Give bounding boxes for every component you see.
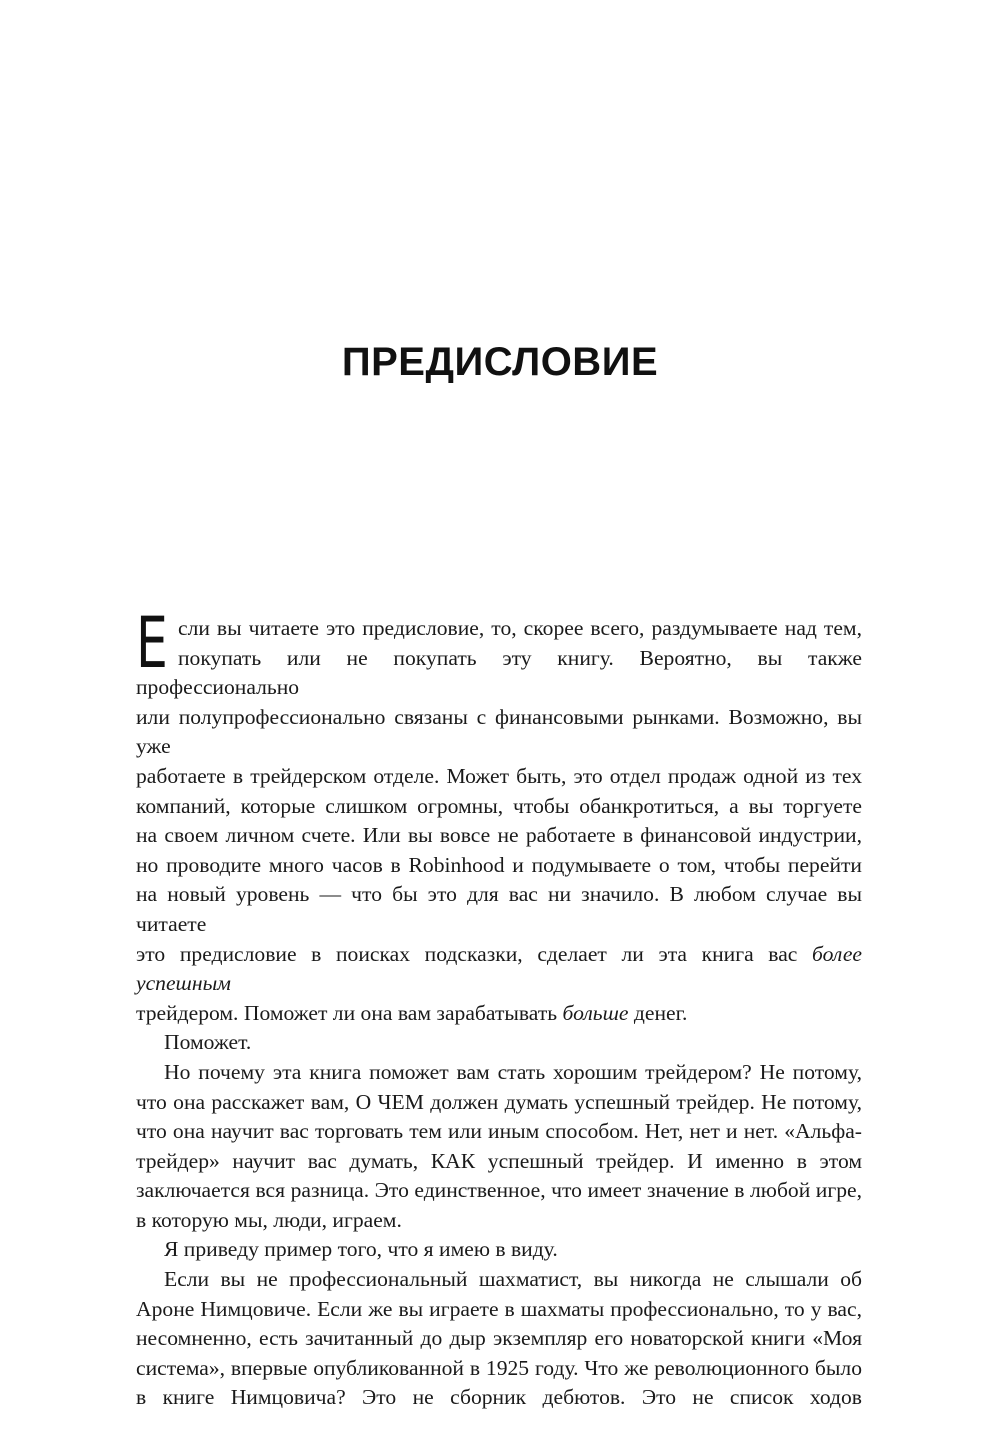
paragraph-line: на своем личном счете. Или вы вовсе не работаете в финансовой индустрии,	[136, 823, 862, 848]
text-run: трейдером. Поможет ли она вам зарабатывать	[136, 1000, 563, 1025]
paragraph-line: сли вы читаете это предисловие, то, скорее всего, раздумываете над тем,	[178, 616, 862, 640]
paragraph-line: или полупрофессионально связаны с финансовыми рынками. Возможно, вы уже	[136, 704, 862, 759]
paragraph-line: работаете в трейдерском отделе. Может быть, это отдел продаж одной из тех	[136, 763, 862, 788]
emphasis-text: больше	[562, 1000, 629, 1025]
paragraph-line	[136, 940, 862, 999]
text-run: это предисловие в поисках подсказки, сделает ли эта книга вас	[136, 941, 813, 966]
emphasis-text: более успешным	[136, 941, 862, 996]
body-text	[136, 602, 862, 1413]
chapter-title: ПРЕДИСЛОВИЕ	[341, 340, 659, 384]
paragraph: Я приведу пример того, что я имею в виду.	[164, 1237, 558, 1262]
paragraph-line: но проводите много часов в Robinhood и подумываете о том, чтобы перейти	[136, 852, 862, 877]
paragraph-line: покупать или не покупать эту книгу. Вероятно, вы также профессионально	[136, 645, 862, 700]
paragraph: Поможет.	[164, 1030, 252, 1055]
drop-cap: Е	[136, 602, 168, 684]
paragraph: Но почему эта книга поможет вам стать хорошим трейдером? Не потому, что она расскажет вам, О ЧЕМ должен думать успешный трейдер. Не потому, что она научит вас торговать тем или иным способом. Нет, нет и нет. «Альфа-трейдер» научит вас думать, КАК успешный трейдер. И именно в этом заключается вся разница. Это единственное, что имеет значение в любой игре, в которую мы, люди, играем.	[136, 1059, 862, 1232]
paragraph: Если вы не профессиональный шахматист, вы никогда не слышали об Ароне Нимцовиче. Если же вы играете в шахматы профессионально, то у вас, несомненно, есть зачитанный до дыр экземпляр его новаторской книги «Моя система», впервые опубликованной в 1925 году. Что же революционного было в книге Нимцовича? Это не сборник дебютов. Это не список ходов	[136, 1267, 862, 1410]
text-run: денег.	[628, 1000, 688, 1025]
paragraph-line: компаний, которые слишком огромны, чтобы обанкротиться, а вы торгуете	[136, 793, 862, 818]
first-paragraph	[136, 602, 862, 1028]
paragraph-line: на новый уровень — что бы это для вас ни значило. В любом случае вы читаете	[136, 882, 862, 936]
paragraph-line	[136, 999, 862, 1029]
